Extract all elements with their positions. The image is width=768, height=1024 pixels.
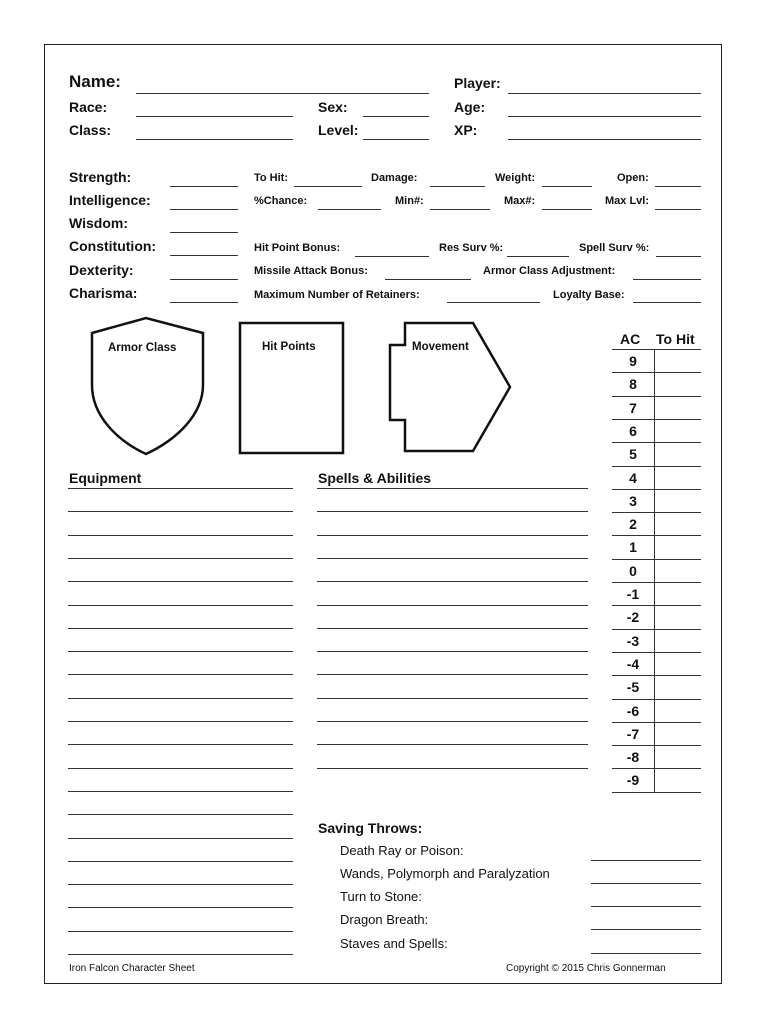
spells-line[interactable] — [317, 721, 588, 722]
save-wands-field[interactable] — [591, 883, 701, 884]
ac-row-value: -4 — [626, 655, 640, 672]
ac-row-value: 2 — [629, 516, 637, 533]
charisma-label: Charisma: — [69, 285, 138, 301]
equipment-line[interactable] — [68, 698, 293, 699]
save-turn-to-stone-field[interactable] — [591, 906, 701, 907]
ac-row-value: 3 — [629, 492, 637, 509]
equipment-line[interactable] — [68, 744, 293, 745]
ac-to-hit-field[interactable] — [656, 490, 701, 511]
to-hit-label: To Hit: — [254, 172, 289, 184]
ac-to-hit-field[interactable] — [656, 606, 701, 627]
ac-adj-label: Armor Class Adjustment: — [483, 265, 616, 277]
save-wands: Wands, Polymorph and Paralyzation — [340, 866, 550, 881]
hp-bonus-label: Hit Point Bonus: — [254, 242, 341, 254]
equipment-line[interactable] — [68, 674, 293, 675]
equipment-line[interactable] — [68, 907, 293, 908]
ac-to-hit-field[interactable] — [656, 746, 701, 767]
save-turn-to-stone: Turn to Stone: — [340, 889, 422, 904]
ac-to-hit-field[interactable] — [656, 723, 701, 744]
spells-line[interactable] — [317, 744, 588, 745]
player-label: Player: — [454, 75, 501, 91]
ac-row-line — [612, 792, 701, 793]
ac-row-value: -2 — [626, 609, 640, 626]
saving-throws-heading: Saving Throws: — [318, 820, 423, 836]
spells-line[interactable] — [317, 698, 588, 699]
equipment-line[interactable] — [68, 605, 293, 606]
ac-row-value: 4 — [629, 469, 637, 486]
equipment-line[interactable] — [68, 628, 293, 629]
to-hit-header: To Hit — [656, 331, 695, 347]
race-label: Race: — [69, 99, 108, 115]
age-label: Age: — [454, 99, 486, 115]
max-label: Max#: — [504, 195, 536, 207]
ac-row-value: 8 — [629, 376, 637, 393]
save-staves-spells: Staves and Spells: — [340, 936, 448, 951]
equipment-line[interactable] — [68, 861, 293, 862]
equipment-line[interactable] — [68, 954, 293, 955]
res-surv-label: Res Surv %: — [439, 242, 504, 254]
spell-surv-label: Spell Surv %: — [579, 242, 650, 254]
spells-heading: Spells & Abilities — [318, 470, 432, 486]
spells-line[interactable] — [317, 674, 588, 675]
footer-copyright: Copyright © 2015 Chris Gonnerman — [506, 963, 666, 974]
ac-to-hit-field[interactable] — [656, 676, 701, 697]
armor-class-shield — [92, 318, 203, 454]
ac-to-hit-field[interactable] — [656, 700, 701, 721]
ac-row-value: 1 — [629, 539, 637, 556]
ac-to-hit-field[interactable] — [656, 420, 701, 441]
equipment-line[interactable] — [68, 535, 293, 536]
ac-to-hit-field[interactable] — [656, 443, 701, 464]
spells-line[interactable] — [317, 605, 588, 606]
open-label: Open: — [617, 172, 649, 184]
intelligence-label: Intelligence: — [69, 192, 151, 208]
missile-label: Missile Attack Bonus: — [254, 265, 368, 277]
ac-to-hit-field[interactable] — [656, 630, 701, 651]
ac-to-hit-field[interactable] — [656, 560, 701, 581]
equipment-line[interactable] — [68, 791, 293, 792]
ac-row-value: 6 — [629, 422, 637, 439]
ac-header: AC — [620, 331, 641, 347]
equipment-line[interactable] — [68, 581, 293, 582]
weight-label: Weight: — [495, 172, 536, 184]
equipment-line[interactable] — [68, 651, 293, 652]
equipment-line[interactable] — [68, 558, 293, 559]
ac-to-hit-field[interactable] — [656, 653, 701, 674]
ac-row-value: -7 — [626, 725, 640, 742]
equipment-line[interactable] — [68, 488, 293, 489]
xp-label: XP: — [454, 122, 478, 138]
spells-line[interactable] — [317, 768, 588, 769]
spells-line[interactable] — [317, 651, 588, 652]
save-death-ray: Death Ray or Poison: — [340, 843, 464, 858]
ac-to-hit-field[interactable] — [656, 467, 701, 488]
dexterity-label: Dexterity: — [69, 262, 134, 278]
movement-title: Movement — [412, 341, 469, 353]
max-lvl-label: Max Lvl: — [605, 195, 650, 207]
ac-table-divider — [654, 350, 655, 792]
equipment-line[interactable] — [68, 931, 293, 932]
equipment-line[interactable] — [68, 814, 293, 815]
save-dragon-breath: Dragon Breath: — [340, 912, 429, 927]
spells-line[interactable] — [317, 558, 588, 559]
equipment-line[interactable] — [68, 884, 293, 885]
ac-row-value: 9 — [629, 353, 637, 369]
sex-label: Sex: — [318, 99, 348, 115]
equipment-heading: Equipment — [69, 470, 142, 486]
min-label: Min#: — [395, 195, 424, 207]
wisdom-label: Wisdom: — [69, 215, 128, 231]
spells-line[interactable] — [317, 511, 588, 512]
save-death-ray-field[interactable] — [591, 860, 701, 861]
ac-header-line — [612, 349, 701, 350]
ac-row-value: -3 — [626, 632, 640, 649]
ac-row-value: 0 — [629, 562, 637, 579]
spells-line[interactable] — [317, 488, 588, 489]
spells-line[interactable] — [317, 581, 588, 582]
ac-to-hit-field[interactable] — [656, 583, 701, 604]
ac-row-value: -8 — [626, 749, 640, 766]
chance-label: %Chance: — [254, 195, 308, 207]
level-label: Level: — [318, 122, 359, 138]
footer-title: Iron Falcon Character Sheet — [69, 963, 195, 974]
retainers-label: Maximum Number of Retainers: — [254, 289, 420, 301]
ac-row-value: -9 — [626, 772, 640, 789]
armor-class-title: Armor Class — [108, 342, 177, 354]
ac-to-hit-field[interactable] — [656, 769, 701, 790]
loyalty-label: Loyalty Base: — [553, 289, 625, 301]
equipment-line[interactable] — [68, 768, 293, 769]
ac-row-value: -1 — [626, 586, 640, 602]
ac-to-hit-field[interactable] — [656, 513, 701, 534]
save-staves-spells-field[interactable] — [591, 953, 701, 954]
constitution-label: Constitution: — [69, 238, 157, 254]
ac-row-value: -6 — [626, 702, 640, 719]
class-label: Class: — [69, 122, 112, 138]
ac-to-hit-field[interactable] — [656, 397, 701, 418]
ac-row-value: 7 — [629, 399, 637, 416]
hit-points-title: Hit Points — [262, 341, 316, 353]
ac-to-hit-field[interactable] — [656, 373, 701, 394]
equipment-line[interactable] — [68, 721, 293, 722]
spells-line[interactable] — [317, 628, 588, 629]
ac-row-value: -5 — [626, 679, 640, 696]
ac-to-hit-field[interactable] — [656, 350, 701, 371]
ac-row-value: 5 — [629, 446, 637, 463]
strength-label: Strength: — [69, 169, 132, 185]
equipment-line[interactable] — [68, 838, 293, 839]
spells-line[interactable] — [317, 535, 588, 536]
equipment-line[interactable] — [68, 511, 293, 512]
ac-to-hit-field[interactable] — [656, 536, 701, 557]
save-dragon-breath-field[interactable] — [591, 929, 701, 930]
name-label: Name: — [69, 72, 121, 91]
damage-label: Damage: — [371, 172, 418, 184]
